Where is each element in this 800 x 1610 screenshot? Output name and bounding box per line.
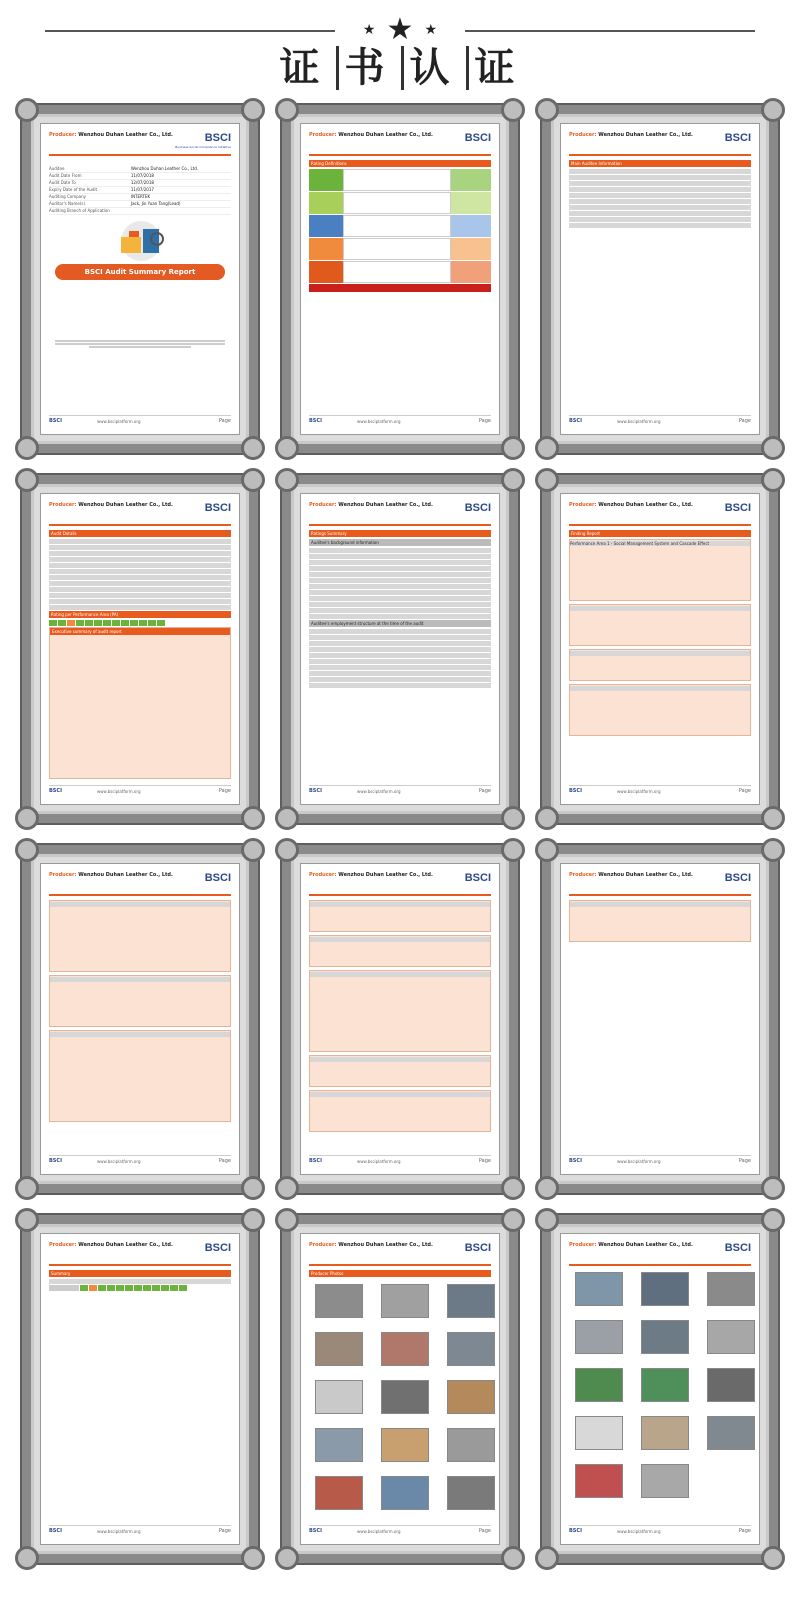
document-frame	[22, 1215, 258, 1563]
report-page-photos-2	[560, 1233, 760, 1545]
factory-photo	[707, 1272, 755, 1306]
producer-name: Wenzhou Duhan Leather Co., Ltd.	[78, 1242, 173, 1248]
producer-label: Producer:	[309, 132, 337, 138]
report-banner: BSCI Audit Summary Report	[55, 264, 225, 280]
factory-photo	[641, 1272, 689, 1306]
document-frame	[282, 475, 518, 823]
bsci-logo: BSCI	[204, 132, 231, 144]
header-stars	[340, 12, 460, 47]
info-key: Auditing Branch of Application	[49, 208, 110, 213]
report-page-cover	[40, 123, 240, 435]
title-char: 证	[279, 44, 326, 91]
bsci-logo: BSCI	[464, 502, 491, 514]
page-head	[309, 872, 491, 896]
info-value: INTERTEK	[130, 194, 151, 199]
footer-logo: BSCI	[309, 1528, 322, 1534]
factory-photo	[381, 1380, 429, 1414]
document-frame	[542, 475, 778, 823]
rating-band-c	[309, 215, 491, 237]
footer-page-label: Page	[478, 1528, 491, 1534]
producer-name: Wenzhou Duhan Leather Co., Ltd.	[78, 502, 173, 508]
bsci-logo: BSCI	[724, 872, 751, 884]
factory-photo	[447, 1428, 495, 1462]
section-header: Rating per Performance Area (PA)	[49, 611, 231, 618]
page-head	[569, 872, 751, 896]
factory-photo	[381, 1476, 429, 1510]
info-row	[49, 180, 231, 187]
footer-page-label: Page	[478, 788, 491, 794]
bsci-logo: BSCI	[204, 872, 231, 884]
factory-photo	[381, 1428, 429, 1462]
section-header: Executive summary of audit report	[50, 628, 230, 635]
factory-photo	[641, 1416, 689, 1450]
producer-name: Wenzhou Duhan Leather Co., Ltd.	[338, 872, 433, 878]
rating-band-b	[309, 192, 491, 214]
footer-url: www.bsciplatform.org	[357, 1529, 401, 1534]
footer-logo: BSCI	[49, 418, 62, 424]
info-row	[49, 166, 231, 173]
producer-name: Wenzhou Duhan Leather Co., Ltd.	[338, 132, 433, 138]
star-icon: ★	[424, 21, 438, 38]
footer-url: www.bsciplatform.org	[617, 419, 661, 424]
footer-page-label: Page	[218, 788, 231, 794]
factory-photo	[447, 1332, 495, 1366]
factory-photo	[381, 1284, 429, 1318]
footer-logo: BSCI	[49, 1158, 62, 1164]
report-page-audit-details	[40, 493, 240, 805]
finding-block	[309, 1090, 491, 1132]
page-footer	[309, 785, 491, 796]
page-footer	[569, 785, 751, 796]
info-key: Auditing Company	[49, 194, 86, 199]
section-subheader: Auditee's background information	[309, 539, 491, 546]
footer-url: www.bsciplatform.org	[617, 1159, 661, 1164]
zero-tolerance-band	[309, 284, 491, 292]
page-footer	[569, 415, 751, 426]
section-subheader: Auditee's employment structure at the time of the audit	[309, 620, 491, 627]
rating-band-d	[309, 238, 491, 260]
factory-photo	[575, 1272, 623, 1306]
footer-logo: BSCI	[309, 1158, 322, 1164]
factory-photo	[575, 1320, 623, 1354]
document-frame	[282, 105, 518, 453]
footer-page-label: Page	[738, 1158, 751, 1164]
page-footer	[309, 415, 491, 426]
report-page-findings	[560, 493, 760, 805]
footer-logo: BSCI	[49, 788, 62, 794]
footer-page-label: Page	[738, 418, 751, 424]
footer-page-label: Page	[218, 1528, 231, 1534]
finding-block	[309, 1055, 491, 1087]
page-head	[49, 872, 231, 896]
rating-band-e	[309, 261, 491, 283]
factory-photo	[707, 1320, 755, 1354]
page-footer	[49, 785, 231, 796]
info-row	[49, 201, 231, 208]
page-head	[569, 1242, 751, 1266]
factory-photo	[641, 1368, 689, 1402]
footer-page-label: Page	[478, 1158, 491, 1164]
page-footer	[569, 1525, 751, 1536]
section-header: Ratings Summary	[309, 530, 491, 537]
footer-url: www.bsciplatform.org	[357, 419, 401, 424]
finding-block	[309, 935, 491, 967]
footer-logo: BSCI	[569, 788, 582, 794]
footer-url: www.bsciplatform.org	[97, 419, 141, 424]
title-char: 证	[466, 46, 527, 90]
section-header: Main Auditee Information	[569, 160, 751, 167]
producer-name: Wenzhou Duhan Leather Co., Ltd.	[338, 1242, 433, 1248]
producer-name: Wenzhou Duhan Leather Co., Ltd.	[598, 872, 693, 878]
page-footer	[569, 1155, 751, 1166]
info-value: 11/07/2017	[130, 187, 154, 192]
producer-label: Producer:	[309, 1242, 337, 1248]
producer-name: Wenzhou Duhan Leather Co., Ltd.	[598, 132, 693, 138]
page-head	[309, 1242, 491, 1266]
footer-logo: BSCI	[569, 1528, 582, 1534]
document-frame	[22, 845, 258, 1193]
factory-photo	[447, 1284, 495, 1318]
footer-logo: BSCI	[309, 418, 322, 424]
bsci-logo: BSCI	[464, 1242, 491, 1254]
producer-label: Producer:	[49, 132, 77, 138]
footer-page-label: Page	[738, 1528, 751, 1534]
factory-photo	[447, 1476, 495, 1510]
factory-illustration	[101, 219, 181, 264]
producer-label: Producer:	[569, 132, 597, 138]
finding-block	[49, 975, 231, 1027]
footer-url: www.bsciplatform.org	[357, 1159, 401, 1164]
info-value	[131, 208, 231, 214]
header-divider-right	[465, 30, 755, 32]
info-row	[49, 187, 231, 194]
finding-block	[309, 970, 491, 1052]
summary-rating-row	[49, 1285, 231, 1291]
factory-photo	[575, 1368, 623, 1402]
report-page-ratings-summary	[300, 493, 500, 805]
producer-name: Wenzhou Duhan Leather Co., Ltd.	[78, 132, 173, 138]
info-key: Auditor's Name(s)	[49, 201, 86, 206]
page-head	[309, 132, 491, 156]
info-key: Audit Date To	[49, 180, 76, 185]
report-page-pa-8-12	[300, 863, 500, 1175]
page-head	[49, 1242, 231, 1266]
factory-photo	[315, 1380, 363, 1414]
document-frame	[22, 105, 258, 453]
finding-block	[569, 539, 751, 601]
page-footer	[49, 1525, 231, 1536]
bsci-logo: BSCI	[724, 1242, 751, 1254]
footer-page-label: Page	[478, 418, 491, 424]
producer-label: Producer:	[49, 502, 77, 508]
report-page-ratings	[300, 123, 500, 435]
header-divider-left	[45, 30, 335, 32]
factory-photo	[381, 1332, 429, 1366]
bsci-logo: BSCI	[464, 872, 491, 884]
document-frame	[22, 475, 258, 823]
producer-name: Wenzhou Duhan Leather Co., Ltd.	[338, 502, 433, 508]
footer-url: www.bsciplatform.org	[97, 1159, 141, 1164]
factory-photo	[707, 1416, 755, 1450]
producer-label: Producer:	[309, 872, 337, 878]
footer-url: www.bsciplatform.org	[97, 1529, 141, 1534]
finding-block	[569, 684, 751, 736]
info-key: Auditee	[49, 166, 65, 171]
cover-footnote	[55, 339, 225, 349]
factory-photo	[315, 1284, 363, 1318]
executive-summary	[49, 627, 231, 779]
report-page-photos-1	[300, 1233, 500, 1545]
producer-name: Wenzhou Duhan Leather Co., Ltd.	[78, 872, 173, 878]
info-row	[49, 194, 231, 201]
document-frame	[542, 845, 778, 1193]
info-value: Jack, Jin Yuan Tang(Lead)	[130, 201, 181, 206]
pa-rating-row	[49, 620, 231, 626]
footer-page-label: Page	[218, 1158, 231, 1164]
producer-label: Producer:	[569, 872, 597, 878]
footer-url: www.bsciplatform.org	[97, 789, 141, 794]
page-header	[0, 0, 800, 100]
bsci-logo: BSCI	[204, 1242, 231, 1254]
finding-block	[569, 900, 751, 942]
producer-label: Producer:	[569, 502, 597, 508]
finding-block	[49, 900, 231, 972]
page-head	[49, 502, 231, 526]
info-value: 11/07/2018	[130, 173, 154, 178]
factory-photo	[707, 1368, 755, 1402]
section-header: Rating Definitions	[309, 160, 491, 167]
bsci-logo: BSCI	[724, 132, 751, 144]
finding-block	[309, 900, 491, 932]
section-header: Producer Photos	[309, 1270, 491, 1277]
info-value: Wenzhou Duhan Leather Co., Ltd.	[130, 166, 199, 171]
page-footer	[309, 1155, 491, 1166]
page-footer	[49, 415, 231, 426]
rating-band-a	[309, 169, 491, 191]
star-icon: ★	[362, 21, 376, 38]
page-head	[569, 502, 751, 526]
footer-url: www.bsciplatform.org	[617, 789, 661, 794]
report-page-auditee	[560, 123, 760, 435]
info-value: 12/07/2018	[130, 180, 154, 185]
footer-url: www.bsciplatform.org	[617, 1529, 661, 1534]
section-header: Summary	[49, 1270, 231, 1277]
factory-photo	[575, 1416, 623, 1450]
report-page-summary	[40, 1233, 240, 1545]
page-footer	[309, 1525, 491, 1536]
producer-label: Producer:	[49, 872, 77, 878]
factory-photo	[641, 1320, 689, 1354]
document-frame	[282, 845, 518, 1193]
factory-photo	[575, 1464, 623, 1498]
footer-logo: BSCI	[569, 1158, 582, 1164]
info-key: Audit Date From	[49, 173, 82, 178]
bsci-logo-subtitle: Business Social Compliance Initiative	[175, 145, 231, 149]
footer-page-label: Page	[218, 418, 231, 424]
footer-logo: BSCI	[309, 788, 322, 794]
factory-photo	[447, 1380, 495, 1414]
section-header: Audit Details	[49, 530, 231, 537]
info-key: Expiry Date of the Audit	[49, 187, 98, 192]
info-row	[49, 173, 231, 180]
title-char: 书	[336, 46, 397, 90]
producer-name: Wenzhou Duhan Leather Co., Ltd.	[598, 1242, 693, 1248]
document-frame	[542, 105, 778, 453]
report-page-pa-13	[560, 863, 760, 1175]
report-page-pa-7-9	[40, 863, 240, 1175]
finding-block	[49, 1030, 231, 1122]
title-char: 认	[401, 46, 462, 90]
producer-label: Producer:	[569, 1242, 597, 1248]
page-head	[49, 132, 231, 156]
factory-photo	[315, 1428, 363, 1462]
page-head	[569, 132, 751, 156]
finding-block	[569, 649, 751, 681]
footer-page-label: Page	[738, 788, 751, 794]
document-frame	[542, 1215, 778, 1563]
finding-title: Performance Area 1 - Social Management System and Cascade Effect	[570, 541, 750, 546]
footer-logo: BSCI	[49, 1528, 62, 1534]
factory-photo	[315, 1476, 363, 1510]
document-frame	[282, 1215, 518, 1563]
page-title	[0, 44, 800, 91]
producer-label: Producer:	[309, 502, 337, 508]
info-row	[49, 208, 231, 215]
bsci-logo: BSCI	[724, 502, 751, 514]
page-head	[309, 502, 491, 526]
producer-label: Producer:	[49, 1242, 77, 1248]
bsci-logo: BSCI	[204, 502, 231, 514]
factory-photo	[315, 1332, 363, 1366]
producer-name: Wenzhou Duhan Leather Co., Ltd.	[598, 502, 693, 508]
page-footer	[49, 1155, 231, 1166]
star-icon: ★	[386, 12, 414, 47]
section-header: Finding Report	[569, 530, 751, 537]
finding-block	[569, 604, 751, 646]
footer-logo: BSCI	[569, 418, 582, 424]
footer-url: www.bsciplatform.org	[357, 789, 401, 794]
factory-photo	[641, 1464, 689, 1498]
bsci-logo: BSCI	[464, 132, 491, 144]
cover-info-table	[49, 166, 231, 215]
